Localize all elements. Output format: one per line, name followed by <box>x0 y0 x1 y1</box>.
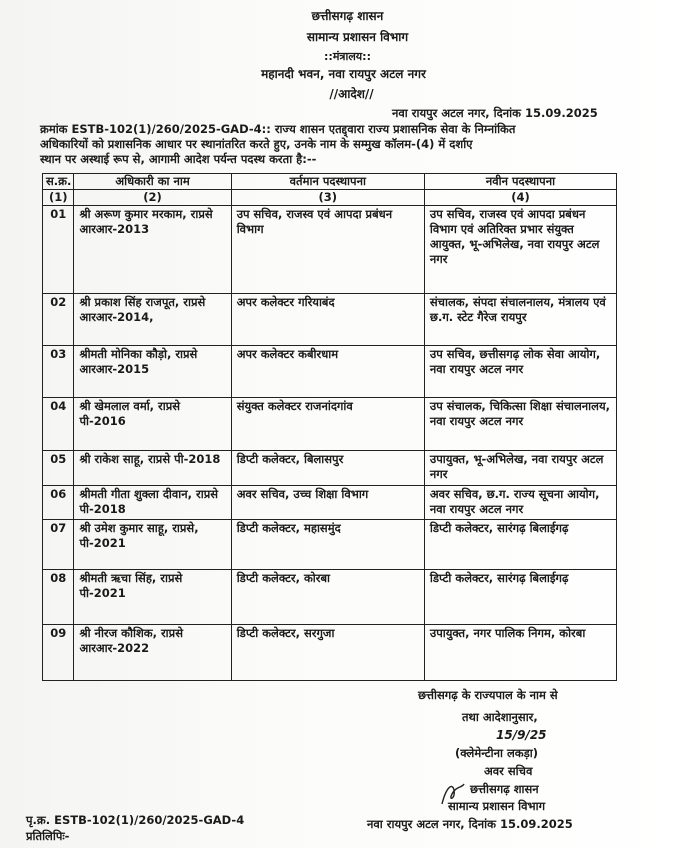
cell-current-posting: उप सचिव, राजस्व एवं आपदा प्रबंधन विभाग <box>231 206 424 294</box>
header-new-posting: नवीन पदस्थापना <box>424 174 616 190</box>
cell-current-posting: अवर सचिव, उच्च शिक्षा विभाग <box>231 486 424 520</box>
table-colnum-row <box>43 190 617 206</box>
cell-sno: 01 <box>43 206 74 294</box>
table-row <box>43 625 617 681</box>
cell-officer-name: श्रीमती गीता शुक्ला दीवान, राप्रसे पी-2018 <box>74 486 231 520</box>
signature-authority-line: छत्तीसगढ़ के राज्यपाल के नाम से <box>418 688 558 702</box>
copy-to-label: प्रतिलिपिः- <box>26 829 70 843</box>
cell-officer-name: श्री राकेश साहू, राप्रसे पी-2018 <box>74 451 231 486</box>
cell-current-posting: अपर कलेक्टर कबीरधाम <box>231 346 424 398</box>
cell-new-posting: उपायुक्त, भू-अभिलेख, नवा रायपुर अटल नगर <box>424 451 616 486</box>
signature-order-line: तथा आदेशानुसार, <box>462 710 538 724</box>
cell-officer-name: श्रीमती ऋचा सिंह, राप्रसे पी-2021 <box>74 570 231 625</box>
table-row <box>43 294 617 346</box>
cell-new-posting: अवर सचिव, छ.ग. राज्य सूचना आयोग, नवा रायपुर अटल नगर <box>424 486 616 520</box>
cell-sno: 06 <box>43 486 74 520</box>
department-name: सामान्य प्रशासन विभाग <box>306 30 409 44</box>
cell-sno: 03 <box>43 346 74 398</box>
table-row <box>43 520 617 570</box>
cell-new-posting: उप सचिव, छत्तीसगढ़ लोक सेवा आयोग, नवा रायपुर अटल नगर <box>424 346 616 398</box>
table-row <box>43 451 617 486</box>
header-current-posting: वर्तमान पदस्थापना <box>231 174 424 190</box>
colnum-1: (1) <box>43 190 74 206</box>
cell-current-posting: डिप्टी कलेक्टर, कोरबा <box>231 570 424 625</box>
signatory-name: (क्लेमेन्टीना लकड़ा) <box>455 746 538 760</box>
transfer-table <box>42 173 617 681</box>
cell-new-posting: उप संचालक, चिकित्सा शिक्षा संचालनालय, नवा रायपुर अटल नगर <box>424 398 616 451</box>
intro-line-3: स्थान पर अस्थाई रूप से, आगामी आदेश पर्यन्त पदस्थ करता है:-- <box>40 152 317 166</box>
cell-new-posting: उप सचिव, राजस्व एवं आपदा प्रबंधन विभाग एवं अतिरिक्त प्रभार संयुक्त आयुक्त, भू-अभिलेख, नवा रायपुर अटल नगर <box>424 206 616 294</box>
colnum-3: (3) <box>231 190 424 206</box>
cell-sno: 08 <box>43 570 74 625</box>
signatory-org-1: छत्तीसगढ़ शासन <box>470 782 539 796</box>
cell-new-posting: डिप्टी कलेक्टर, सारंगढ़ बिलाईगढ़ <box>424 570 616 625</box>
table-header-row <box>43 174 617 190</box>
header-officer-name: अधिकारी का नाम <box>74 174 231 190</box>
header-sno: स.क्र. <box>43 174 74 190</box>
intro-line-1: क्रमांक ESTB-102(1)/260/2025-GAD-4:: राज्य शासन एतद्द्वारा राज्य प्रशासनिक सेवा के निम्नांकित <box>40 122 516 136</box>
cell-sno: 05 <box>43 451 74 486</box>
order-dateline: नवा रायपुर अटल नगर, दिनांक 15.09.2025 <box>392 106 598 120</box>
cell-sno: 07 <box>43 520 74 570</box>
endorsement-number: पृ.क्र. ESTB-102(1)/260/2025-GAD-4 <box>26 813 245 827</box>
table-row <box>43 346 617 398</box>
table-row <box>43 486 617 520</box>
cell-sno: 04 <box>43 398 74 451</box>
table-row <box>43 398 617 451</box>
govt-name: छत्तीसगढ़ शासन <box>311 9 384 23</box>
address: महानदी भवन, नवा रायपुर अटल नगर <box>261 67 426 81</box>
signatory-designation: अवर सचिव <box>484 764 533 778</box>
cell-sno: 02 <box>43 294 74 346</box>
cell-new-posting: डिप्टी कलेक्टर, सारंगढ़ बिलाईगढ़ <box>424 520 616 570</box>
cell-current-posting: डिप्टी कलेक्टर, बिलासपुर <box>231 451 424 486</box>
signature-scribble-icon <box>438 778 468 808</box>
cell-officer-name: श्री उमेश कुमार साहू, राप्रसे, पी-2021 <box>74 520 231 570</box>
cell-officer-name: श्री अरूण कुमार मरकाम, राप्रसे आरआर-2013 <box>74 206 231 294</box>
table-row <box>43 206 617 294</box>
intro-line-2: अधिकारियों को प्रशासनिक आधार पर स्थानांतरित करते हुए, उनके नाम के सम्मुख कॉलम-(4) में दर्शाए <box>40 137 473 151</box>
cell-officer-name: श्रीमती मोनिका कौड़ो, राप्रसे आरआर-2015 <box>74 346 231 398</box>
cell-officer-name: श्री नीरज कौशिक, राप्रसे आरआर-2022 <box>74 625 231 681</box>
cell-officer-name: श्री खेमलाल वर्मा, राप्रसे पी-2016 <box>74 398 231 451</box>
signature-dateline: नवा रायपुर अटल नगर, दिनांक 15.09.2025 <box>367 817 573 831</box>
cell-new-posting: उपायुक्त, नगर पालिक निगम, कोरबा <box>424 625 616 681</box>
colnum-4: (4) <box>424 190 616 206</box>
cell-officer-name: श्री प्रकाश सिंह राजपूत, राप्रसे आरआर-2014, <box>74 294 231 346</box>
cell-current-posting: डिप्टी कलेक्टर, महासमुंद <box>231 520 424 570</box>
order-title: //आदेश// <box>329 87 374 101</box>
table-row <box>43 570 617 625</box>
signatory-org-2: सामान्य प्रशासन विभाग <box>448 799 546 813</box>
colnum-2: (2) <box>74 190 231 206</box>
handwritten-date: 15/9/25 <box>496 728 547 742</box>
cell-new-posting: संचालक, संपदा संचालनालय, मंत्रालय एवं छ.ग. स्टेट गैरेज रायपुर <box>424 294 616 346</box>
ministry-label: ::मंत्रालय:: <box>324 50 371 63</box>
cell-sno: 09 <box>43 625 74 681</box>
cell-current-posting: अपर कलेक्टर गरियाबंद <box>231 294 424 346</box>
cell-current-posting: संयुक्त कलेक्टर राजनांदगांव <box>231 398 424 451</box>
cell-current-posting: डिप्टी कलेक्टर, सरगुजा <box>231 625 424 681</box>
